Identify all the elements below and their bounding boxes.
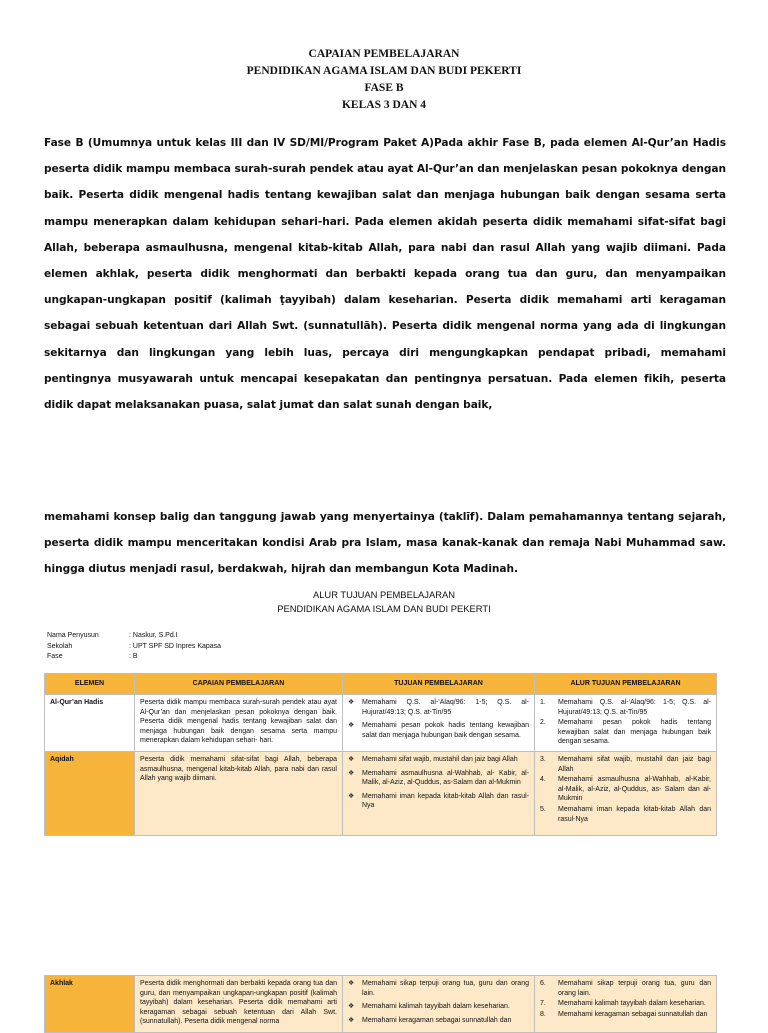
cp-paragraph-2: memahami konsep balig dan tanggung jawab yang menyertainya (taklīf). Dalam pemahamannya tentang sejarah, peserta didik mampu menceritakan kondisi Arab pra Islam, masa kanak-kanak dan remaja Nabi Muhammad saw. hingga diutus menjadi rasul, berdakwah, hijrah dan membangun Kota Madinah.: [44, 511, 726, 576]
cp-title-block: [0, 46, 768, 114]
meta-row: [47, 642, 221, 653]
diamond-bullet-icon: ❖: [348, 792, 355, 800]
list-item: ❖ Memahami Q.S. al-‘Alaq/96: 1-5; Q.S. al-Hujurat/49:13; Q.S. at-Tin/95: [348, 699, 529, 716]
meta-label: Fase: [47, 653, 63, 660]
meta-value: : UPT SPF SD Inpres Kapasa: [129, 642, 222, 650]
cp-phase: FASE B: [364, 82, 404, 94]
list-item: 5. Memahami iman kepada kitab-kitab Allah dan rasul-Nya: [540, 805, 711, 823]
list-item: ❖ Memahami iman kepada kitab-kitab Allah dan rasul-Nya: [348, 792, 529, 810]
meta-label: Nama Penyusun: [47, 632, 99, 639]
cp-class: KELAS 3 DAN 4: [341, 99, 427, 111]
list-item: 6. Memahami sikap terpuji orang tua, guru dan orang lain.: [540, 980, 711, 997]
tujuan-cell: [343, 976, 535, 1033]
list-item: ❖ Memahami sikap terpuji orang tua, guru dan orang lain.: [348, 980, 529, 997]
list-item: 3. Memahami sifat wajib, mustahil dan jaiz bagi Allah: [540, 755, 711, 773]
cp-paragraph-1: Fase B (Umumnya untuk kelas III dan IV SD/MI/Program Paket A)Pada akhir Fase B, pada elemen Al-Qur’an Hadis peserta didik mampu membaca surah-surah pendek atau ayat Al-Qur’an dan menjelaskan pesan pokoknya dengan baik. Peserta didik mengenal hadis tentang kewajiban salat dan menjaga hubungan baik dengan sesama serta mampu menerapkan dalam kehidupan sehari-hari. Pada elemen akidah peserta didik memahami sifat-sifat bagi Allah, beberapa asmaulhusna, mengenal kitab-kitab Allah, para nabi dan rasul Allah yang wajib diimani. Pada elemen akhlak, peserta didik menghormati dan berbakti kepada orang tua dan guru, dan menyampaikan ungkapan-ungkapan positif (kalimah ṭayyibah) dalam keseharian. Peserta didik memahami arti keragaman sebagai sebuah ketentuan dari Allah Swt. (sunnatullāh). Peserta didik mengenal norma yang ada di lingkungan sekitarnya dan lingkungan yang lebih luas, percaya diri mengungkapkan pendapat pribadi, memahami pentingnya musyawarah untuk mencapai kesepakatan dan pentingnya persatuan. Pada elemen fikih, peserta didik dapat melaksanakan puasa, salat jumat dan salat sunah dengan baik,: [44, 137, 726, 412]
list-item: ❖ Memahami keragaman sebagai sunnatullah dan: [348, 1016, 512, 1024]
alur-cell: [535, 751, 717, 835]
author-meta: [47, 631, 221, 663]
diamond-bullet-icon: ❖: [348, 1016, 355, 1024]
diamond-bullet-icon: ❖: [348, 755, 355, 763]
alur-cell: [535, 695, 717, 752]
capaian-cell: Peserta didik memahami sifat-sifat bagi Allah, beberapa asmaulhusna, mengenal kitab-kitab Allah, para nabi dan rasul Allah yang wajib diimani.: [135, 751, 343, 835]
list-item: 2. Memahami pesan pokok hadis tentang kewajiban salat dan menjaga hubungan baik dengan sesama.: [540, 719, 711, 746]
alur-cell: [535, 976, 717, 1033]
table-header-row: [45, 674, 717, 695]
table-row: [45, 976, 717, 1033]
cp-subject: PENDIDIKAN AGAMA ISLAM DAN BUDI PEKERTI: [246, 65, 522, 77]
atp-table: [44, 673, 717, 836]
atp-subject: PENDIDIKAN AGAMA ISLAM DAN BUDI PEKERTI: [277, 603, 491, 614]
tujuan-cell: [343, 751, 535, 835]
meta-row: [47, 631, 221, 642]
meta-value: : B: [129, 653, 138, 660]
header-tujuan: TUJUAN PEMBELAJARAN: [343, 674, 535, 695]
meta-label: Sekolah: [47, 642, 73, 650]
header-alur: ALUR TUJUAN PEMBELAJARAN: [535, 674, 717, 695]
diamond-bullet-icon: ❖: [348, 769, 355, 777]
meta-value: : Naskur, S.Pd.I: [129, 632, 178, 639]
list-item: 4. Memahami asmaulhusna al-Wahhab, al-Kabir, al-Malik, al-Aziz, al-Quddus, as- Salam dan al-Mukmin: [540, 776, 711, 803]
diamond-bullet-icon: ❖: [348, 699, 355, 706]
header-capaian: CAPAIAN PEMBELAJARAN: [135, 674, 343, 695]
atp-title-block: [0, 588, 768, 616]
list-item: ❖ Memahami pesan pokok hadis tentang kewajiban salat dan menjaga hubungan baik dengan sesama.: [348, 722, 529, 739]
list-item: 7. Memahami kalimah tayyibah dalam keseharian.: [540, 1000, 706, 1008]
cp-title: CAPAIAN PEMBELAJARAN: [308, 48, 460, 60]
table-row: [45, 695, 717, 752]
diamond-bullet-icon: ❖: [348, 1003, 355, 1011]
tujuan-cell: [343, 695, 535, 752]
list-item: 8. Memahami keragaman sebagai sunnatullah dan: [540, 1010, 708, 1018]
capaian-cell: Peserta didik mampu membaca surah-surah pendek atau ayat Al-Qur’an dan menjelaskan pesan pokoknya dengan baik. Peserta didik mengenal hadis tentang kewajiban salat dan menjaga hubungan baik dengan sesama serta mampu menerapkan dalam kehidupan sehari- hari.: [135, 695, 343, 752]
list-item: ❖ Memahami kalimah tayyibah dalam keseharian.: [348, 1003, 510, 1011]
list-item: ❖ Memahami asmaulhusna al-Wahhab, al- Kabir, al-Malik, al-Aziz, al-Quddus, as-Salam dan al-Mukmin: [348, 769, 529, 787]
elemen-cell: Akhlak: [45, 976, 135, 1033]
diamond-bullet-icon: ❖: [348, 980, 355, 987]
atp-title: ALUR TUJUAN PEMBELAJARAN: [312, 589, 456, 600]
list-item: ❖ Memahami sifat wajib, mustahil dan jaiz bagi Allah: [348, 755, 518, 763]
list-item: 1. Memahami Q.S. al-‘Alaq/96: 1-5; Q.S. al-Hujurat/49:13; Q.S. at-Tin/95: [540, 699, 711, 716]
capaian-cell: Peserta didik menghormati dan berbakti kepada orang tua dan guru, dan menyampaikan ungkapan-ungkapan positif (kalimah tayyibah) dalam keseharian. Peserta didik memahami arti keragaman sebagai sebuah ketentuan dari Allah Swt. (sunnatullah). Peserta didik mengenal norma: [135, 976, 343, 1033]
atp-table-continued: [44, 975, 717, 1033]
header-elemen: ELEMEN: [45, 674, 135, 695]
elemen-cell: Aqidah: [45, 751, 135, 835]
table-row: [45, 751, 717, 835]
elemen-cell: Al-Qur’an Hadis: [45, 695, 135, 752]
meta-row: [47, 652, 221, 663]
diamond-bullet-icon: ❖: [348, 722, 355, 730]
